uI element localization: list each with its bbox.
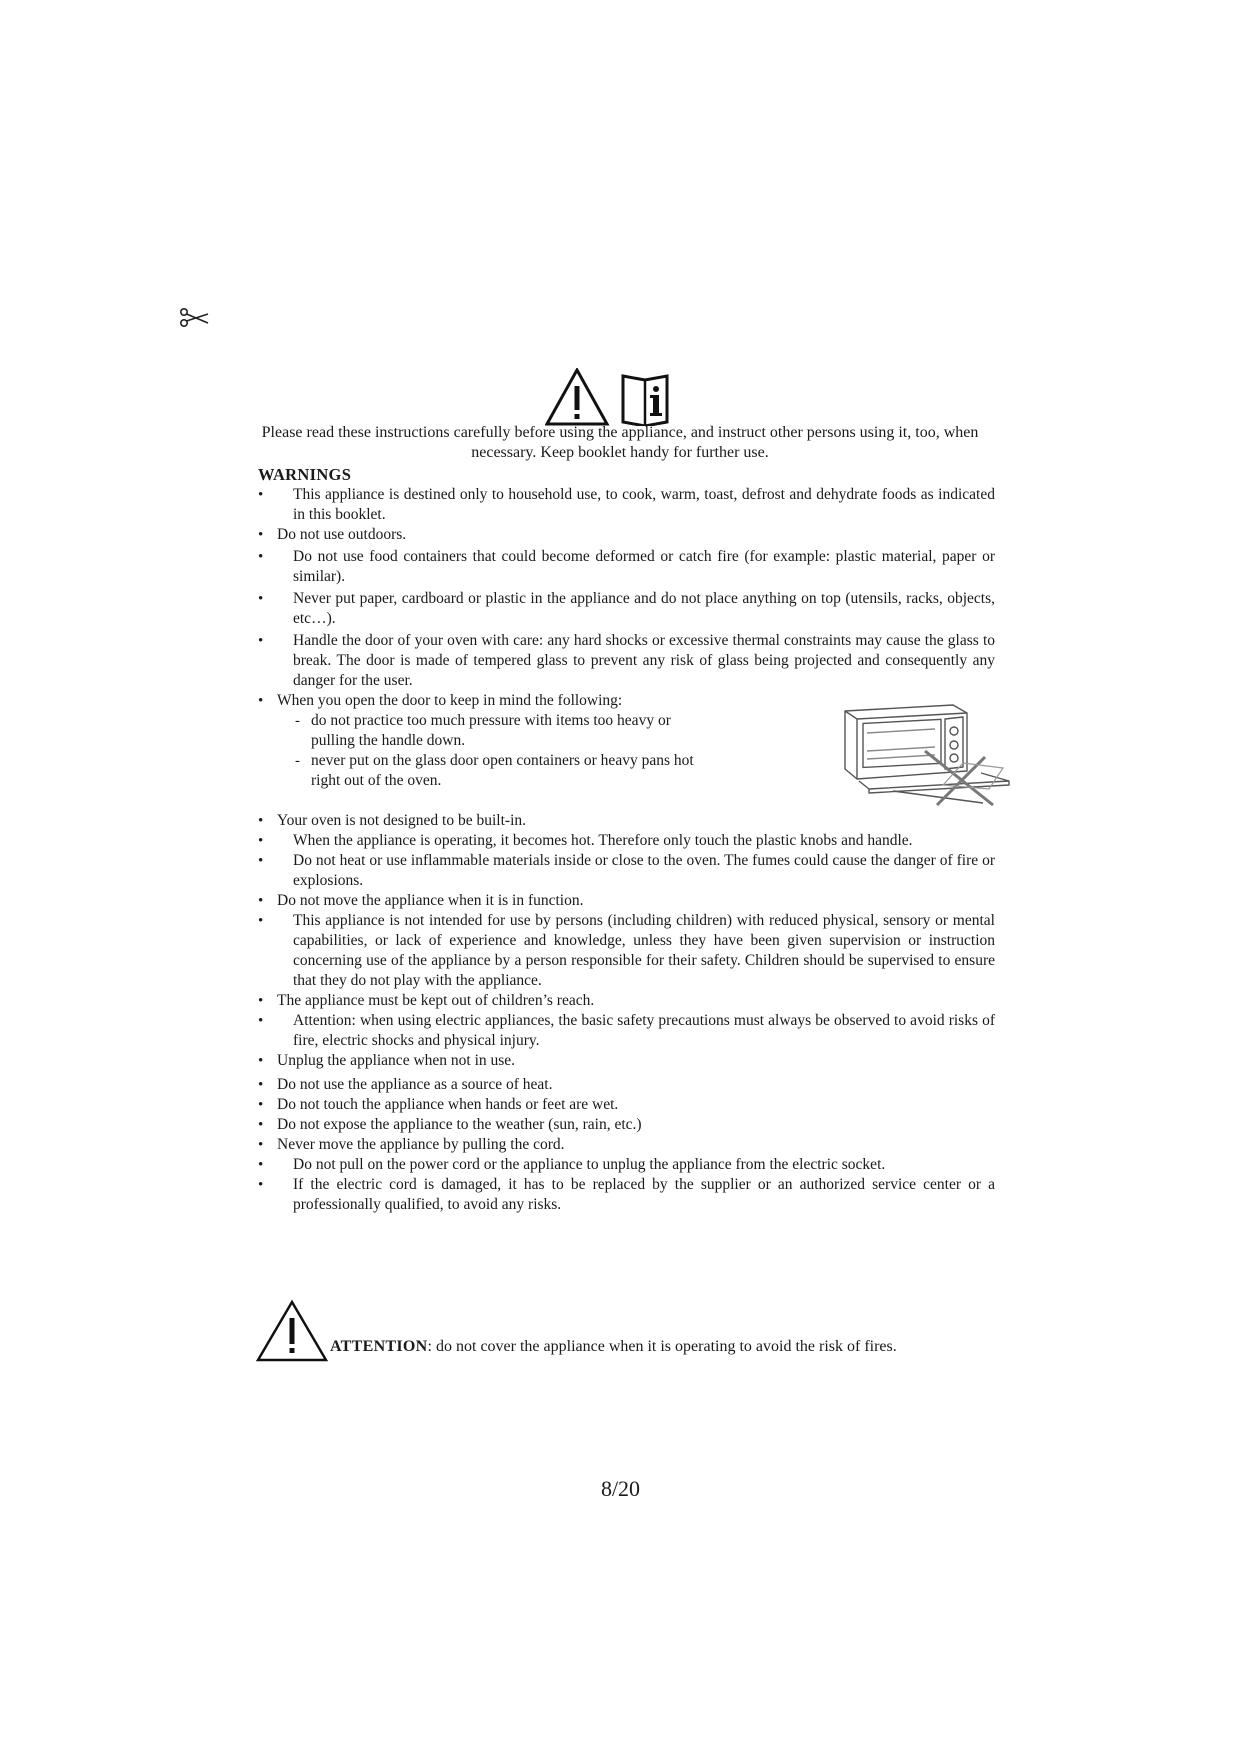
list-item-text: Do not pull on the power cord or the appliance to unplug the appliance from the electric socket.: [293, 1156, 886, 1173]
list-item-text: Do not use the appliance as a source of heat.: [277, 1076, 553, 1093]
bullet: •: [258, 833, 264, 849]
list-item: [250, 1095, 995, 1115]
list-item-text: Never move the appliance by pulling the cord.: [277, 1136, 565, 1153]
list-item-text: Do not heat or use inflammable materials inside or close to the oven. The fumes could cause the danger of fire or explosions.: [293, 852, 995, 889]
list-item-text: When you open the door to keep in mind the following:: [277, 692, 623, 709]
bullet: •: [258, 1097, 264, 1113]
list-item-text: Your oven is not designed to be built-in.: [277, 812, 526, 829]
attention-note: [330, 1338, 897, 1356]
bullet: •: [258, 693, 264, 709]
list-item: [250, 891, 995, 911]
list-item: [250, 525, 995, 545]
list-item: [250, 1011, 995, 1051]
list-item: [250, 1175, 995, 1215]
page-number: 8/20: [600, 1476, 641, 1501]
bullet: •: [258, 993, 264, 1009]
attention-text: : do not cover the appliance when it is operating to avoid the risk of fires.: [427, 1338, 897, 1355]
list-item: [250, 1051, 995, 1071]
list-item-text: The appliance must be kept out of children’s reach.: [277, 992, 595, 1009]
bullet: •: [258, 591, 264, 607]
list-item-text: Do not use outdoors.: [277, 526, 407, 543]
warning-triangle-icon: [256, 1300, 328, 1362]
attention-label: ATTENTION: [330, 1338, 428, 1355]
list-item: [250, 589, 995, 629]
list-item: [250, 1115, 995, 1135]
sub-list-item-text: do not practice too much pressure with items too heavy or pulling the handle down.: [311, 712, 671, 749]
bullet: •: [258, 893, 264, 909]
dash: -: [295, 753, 300, 769]
list-item-text: Handle the door of your oven with care: any hard shocks or excessive thermal constraints may cause the glass to break. The door is made of tempered glass to prevent any risk of glass being projected and consequently any danger for the user.: [293, 632, 995, 689]
header-icons: [545, 368, 695, 426]
list-item-text: Never put paper, cardboard or plastic in the appliance and do not place anything on top (utensils, racks, objects, etc…).: [293, 590, 995, 627]
list-item-text: This appliance is destined only to household use, to cook, warm, toast, defrost and dehydrate foods as indicated in this booklet.: [293, 486, 995, 523]
bullet: •: [258, 913, 264, 929]
list-item: [250, 911, 995, 991]
bullet: •: [258, 487, 264, 503]
bullet: •: [258, 853, 264, 869]
bullet: •: [258, 1013, 264, 1029]
list-item-text: Do not touch the appliance when hands or feet are wet.: [277, 1096, 619, 1113]
list-item: [250, 831, 995, 851]
list-item: [250, 547, 995, 587]
dash: -: [295, 713, 300, 729]
bullet: •: [258, 549, 264, 565]
bullet: •: [258, 1157, 264, 1173]
list-item-text: Do not expose the appliance to the weather (sun, rain, etc.): [277, 1116, 642, 1133]
list-item: [250, 991, 995, 1011]
intro-text: Please read these instructions carefully before using the appliance, and instruct other persons using it, too, when necessary. Keep booklet handy for further use.: [261, 424, 979, 461]
list-item-text: Unplug the appliance when not in use.: [277, 1052, 516, 1069]
info-book-icon: [623, 376, 667, 426]
list-item: [250, 1075, 995, 1095]
list-item-text: Do not move the appliance when it is in function.: [277, 892, 584, 909]
sub-list-item-text: never put on the glass door open containers or heavy pans hot right out of the oven.: [311, 752, 694, 789]
list-item-text: This appliance is not intended for use by persons (including children) with reduced physical, sensory or mental capabilities, or lack of experience and knowledge, unless they have been given supervision or instruction concerning use of the appliance by a person responsible for their safety. Children should be supervised to ensure that they do not play with the appliance.: [293, 912, 995, 989]
bullet: •: [258, 813, 264, 829]
warnings-heading: WARNINGS: [258, 465, 352, 484]
list-item-text: When the appliance is operating, it becomes hot. Therefore only touch the plastic knobs and handle.: [293, 832, 913, 849]
oven-illustration: [833, 693, 1023, 828]
list-item: [250, 1135, 995, 1155]
scissors-icon: [178, 306, 212, 330]
bullet: •: [258, 1117, 264, 1133]
list-item-text: Do not use food containers that could become deformed or catch fire (for example: plastic material, paper or similar).: [293, 548, 995, 585]
list-item-text: If the electric cord is damaged, it has to be replaced by the supplier or an authorized service center or a professionally qualified, to avoid any risks.: [293, 1176, 995, 1213]
bullet: •: [258, 1077, 264, 1093]
list-item: [250, 485, 995, 525]
warning-triangle-icon: [547, 370, 607, 424]
list-item: [250, 851, 995, 891]
bullet: •: [258, 1137, 264, 1153]
list-item: [250, 631, 995, 691]
bullet: •: [258, 527, 264, 543]
warnings-list: [250, 485, 995, 1215]
list-item: [250, 1155, 995, 1175]
bullet: •: [258, 633, 264, 649]
list-item-text: Attention: when using electric appliances, the basic safety precautions must always be observed to avoid risks of fire, electric shocks and physical injury.: [293, 1012, 995, 1049]
bullet: •: [258, 1053, 264, 1069]
bullet: •: [258, 1177, 264, 1193]
